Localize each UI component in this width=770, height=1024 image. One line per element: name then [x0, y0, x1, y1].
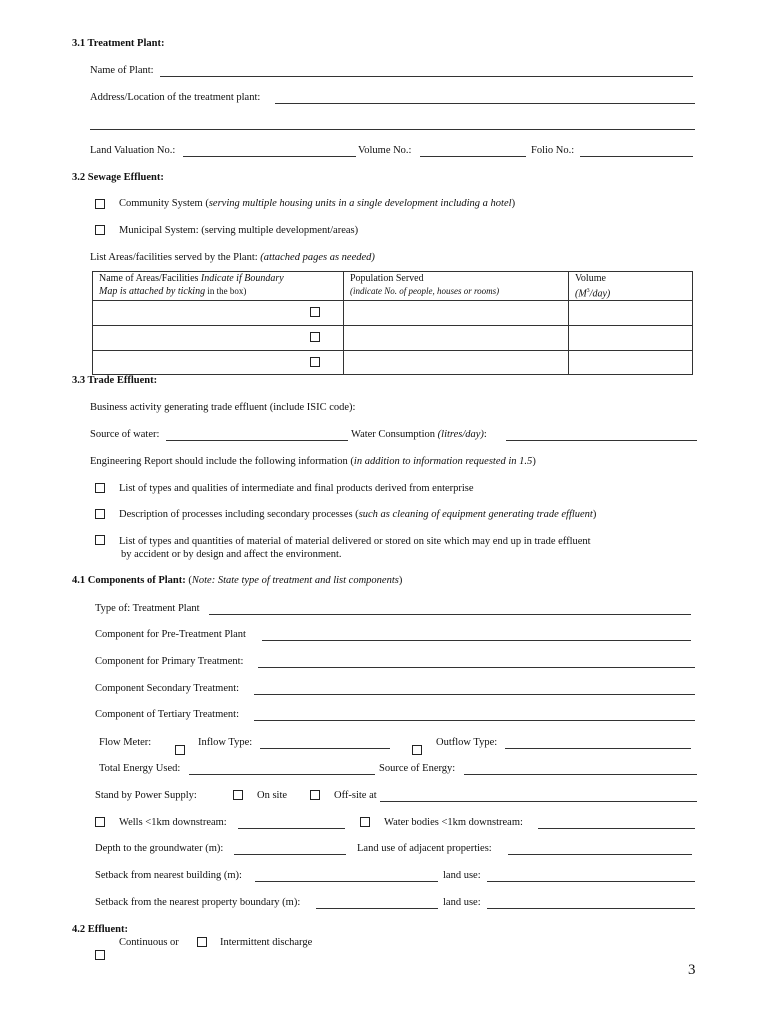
treatment-type-field[interactable]: [209, 614, 691, 615]
section-4-2-heading: 4.2 Effluent:: [72, 924, 128, 935]
materials-list-label-2: by accident or by design and affect the environment.: [121, 549, 342, 560]
wells-checkbox[interactable]: [95, 817, 105, 827]
offsite-field[interactable]: [380, 801, 697, 802]
tertiary-treatment-label: Component of Tertiary Treatment:: [95, 709, 240, 720]
plant-name-label: Name of Plant:: [90, 65, 154, 76]
volume-no-field[interactable]: [420, 156, 526, 157]
landuse-field-2[interactable]: [487, 908, 695, 909]
address-field-line-2[interactable]: [90, 129, 695, 130]
wells-field[interactable]: [238, 828, 345, 829]
setback-boundary-field[interactable]: [316, 908, 438, 909]
water-consumption-field[interactable]: [506, 440, 697, 441]
source-of-energy-field[interactable]: [464, 774, 697, 775]
folio-no-field[interactable]: [580, 156, 693, 157]
products-list-checkbox[interactable]: [95, 483, 105, 493]
continuous-checkbox[interactable]: [95, 950, 105, 960]
municipal-system-label: Municipal System: (serving multiple development/areas): [119, 225, 359, 236]
community-system-label: Community System (serving multiple housing units in a single development including a hotel): [119, 198, 516, 209]
flow-meter-label: Flow Meter:: [99, 737, 152, 748]
list-areas-label: List Areas/facilities served by the Plant: (attached pages as needed): [90, 252, 375, 263]
primary-treatment-field[interactable]: [258, 667, 695, 668]
wells-label: Wells <1km downstream:: [119, 817, 227, 828]
groundwater-depth-field[interactable]: [234, 854, 346, 855]
table-cell-population[interactable]: [344, 326, 569, 351]
outflow-type-field[interactable]: [505, 748, 691, 749]
land-valuation-label: Land Valuation No.:: [90, 145, 176, 156]
section-3-1-heading: 3.1 Treatment Plant:: [72, 38, 165, 49]
boundary-map-checkbox[interactable]: [310, 357, 320, 367]
water-consumption-label: Water Consumption (litres/day):: [351, 429, 487, 440]
boundary-map-checkbox[interactable]: [310, 307, 320, 317]
secondary-treatment-field[interactable]: [254, 694, 695, 695]
secondary-treatment-label: Component Secondary Treatment:: [95, 683, 240, 694]
total-energy-field[interactable]: [189, 774, 375, 775]
inflow-type-field[interactable]: [260, 748, 390, 749]
section-3-2-heading: 3.2 Sewage Effluent:: [72, 172, 164, 183]
address-label: Address/Location of the treatment plant:: [90, 92, 261, 103]
section-4-1-heading: 4.1 Components of Plant: (Note: State type of treatment and list components): [72, 575, 403, 586]
land-valuation-field[interactable]: [183, 156, 356, 157]
table-row: [93, 301, 693, 326]
volume-no-label: Volume No.:: [358, 145, 412, 156]
outflow-type-label: Outflow Type:: [436, 737, 498, 748]
landuse-label-2: land use:: [443, 897, 481, 908]
source-of-water-label: Source of water:: [90, 429, 160, 440]
primary-treatment-label: Component for Primary Treatment:: [95, 656, 244, 667]
flow-meter-checkbox[interactable]: [175, 745, 185, 755]
page-number: 3: [688, 962, 696, 978]
municipal-system-checkbox[interactable]: [95, 225, 105, 235]
community-system-checkbox[interactable]: [95, 199, 105, 209]
table-cell-area[interactable]: [93, 301, 344, 326]
setback-building-field[interactable]: [255, 881, 438, 882]
pretreatment-label: Component for Pre-Treatment Plant: [95, 629, 246, 640]
plant-name-field[interactable]: [160, 76, 693, 77]
table-row: [93, 351, 693, 375]
table-cell-area[interactable]: [93, 326, 344, 351]
table-cell-volume[interactable]: [569, 301, 693, 326]
total-energy-label: Total Energy Used:: [99, 763, 181, 774]
section-3-3-heading: 3.3 Trade Effluent:: [72, 375, 158, 386]
table-header-areas: Name of Areas/Facilities Indicate if Boundary Map is attached by ticking in the box): [93, 272, 344, 301]
intermittent-checkbox[interactable]: [197, 937, 207, 947]
table-header-volume: Volume $(M^3/day)$: [569, 272, 693, 301]
inflow-type-label: Inflow Type:: [198, 737, 253, 748]
outflow-checkbox[interactable]: [412, 745, 422, 755]
business-activity-label: Business activity generating trade effluent (include ISIC code):: [90, 402, 356, 413]
materials-list-checkbox[interactable]: [95, 535, 105, 545]
table-cell-population[interactable]: [344, 301, 569, 326]
table-header-row: [93, 272, 693, 301]
process-description-checkbox[interactable]: [95, 509, 105, 519]
products-list-label: List of types and qualities of intermediate and final products derived from enterprise: [119, 483, 474, 494]
table-header-population: Population Served (indicate No. of people, houses or rooms): [344, 272, 569, 301]
onsite-checkbox[interactable]: [233, 790, 243, 800]
table-cell-volume[interactable]: [569, 326, 693, 351]
intermittent-label: Intermittent discharge: [220, 937, 313, 948]
engineering-report-label: Engineering Report should include the following information (in addition to information requested in 1.5): [90, 456, 536, 467]
pretreatment-field[interactable]: [262, 640, 691, 641]
folio-no-label: Folio No.:: [531, 145, 575, 156]
source-of-water-field[interactable]: [166, 440, 348, 441]
table-row: [93, 326, 693, 351]
setback-boundary-label: Setback from the nearest property boundary (m):: [95, 897, 301, 908]
process-description-label: Description of processes including secondary processes (such as cleaning of equipment generating trade effluent): [119, 509, 597, 520]
water-bodies-field[interactable]: [538, 828, 695, 829]
treatment-type-label: Type of: Treatment Plant: [95, 603, 200, 614]
materials-list-label: List of types and quantities of material of material delivered or stored on site which may end up in trade effluent: [119, 536, 591, 547]
areas-table: [92, 271, 693, 375]
landuse-field-1[interactable]: [487, 881, 695, 882]
standby-power-label: Stand by Power Supply:: [95, 790, 197, 801]
water-bodies-label: Water bodies <1km downstream:: [384, 817, 523, 828]
offsite-label: Off-site at: [334, 790, 377, 801]
continuous-label: Continuous or: [119, 937, 179, 948]
landuse-label-1: land use:: [443, 870, 481, 881]
water-bodies-checkbox[interactable]: [360, 817, 370, 827]
boundary-map-checkbox[interactable]: [310, 332, 320, 342]
offsite-checkbox[interactable]: [310, 790, 320, 800]
table-cell-area[interactable]: [93, 351, 344, 375]
source-of-energy-label: Source of Energy:: [379, 763, 456, 774]
groundwater-depth-label: Depth to the groundwater (m):: [95, 843, 224, 854]
onsite-label: On site: [257, 790, 288, 801]
table-cell-population[interactable]: [344, 351, 569, 375]
adjacent-landuse-label: Land use of adjacent properties:: [357, 843, 492, 854]
adjacent-landuse-field[interactable]: [508, 854, 692, 855]
setback-building-label: Setback from nearest building (m):: [95, 870, 242, 881]
address-field[interactable]: [275, 103, 695, 104]
table-cell-volume[interactable]: [569, 351, 693, 375]
tertiary-treatment-field[interactable]: [254, 720, 695, 721]
